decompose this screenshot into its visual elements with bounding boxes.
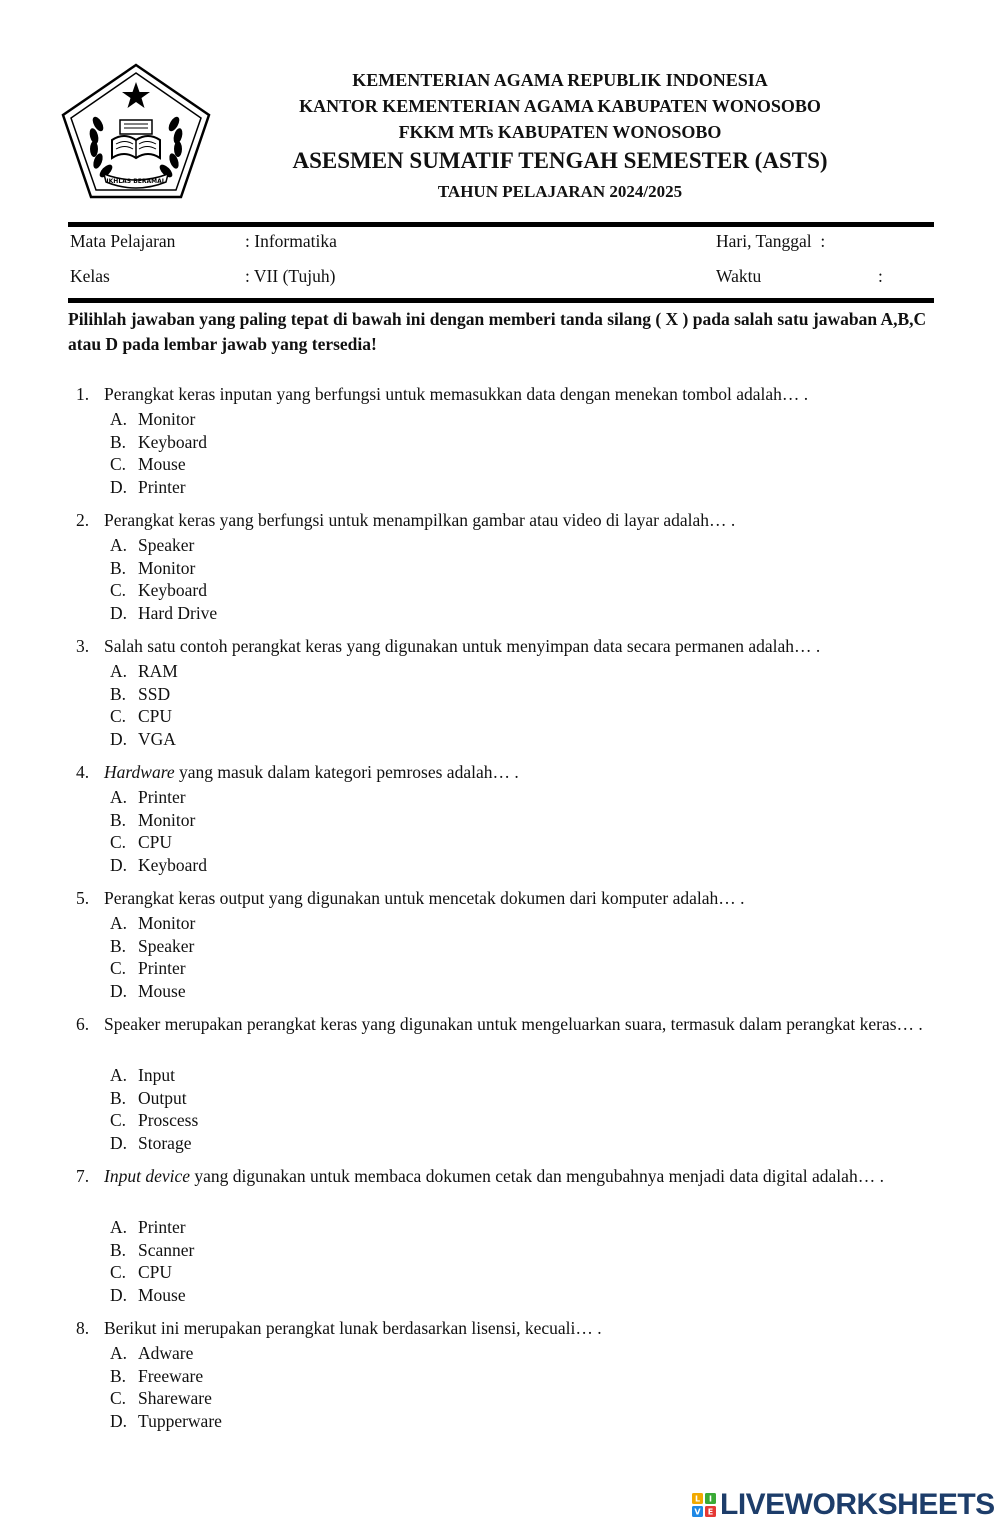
question-text: Speaker merupakan perangkat keras yang digunakan untuk mengeluarkan suara, termasuk dalam perangkat keras… .: [104, 1014, 923, 1034]
subject-value: : Informatika: [245, 231, 337, 251]
class-label: Kelas: [70, 266, 110, 286]
header-forum: FKKM MTs KABUPATEN WONOSOBO: [398, 122, 722, 142]
question-number: 8.: [76, 1318, 90, 1338]
header-ministry: KEMENTERIAN AGAMA REPUBLIK INDONESIA: [352, 70, 768, 90]
watermark-text: LIVEWORKSHEETS: [720, 1488, 995, 1521]
question-text: Perangkat keras inputan yang berfungsi untuk memasukkan data dengan menekan tombol adalah… .: [104, 384, 809, 404]
header-divider-top: [68, 222, 934, 227]
header-exam-title: ASESMEN SUMATIF TENGAH SEMESTER (ASTS): [292, 148, 828, 173]
date-label: Hari, Tanggal :: [716, 231, 826, 251]
logo-motto: IKHLAS BERAMAL: [106, 178, 166, 185]
question-number: 1.: [76, 384, 90, 404]
ministry-logo-icon: [60, 62, 212, 200]
question-number: 3.: [76, 636, 90, 656]
question-text: Hardware yang masuk dalam kategori pemroses adalah… .: [104, 762, 519, 782]
svg-text:E: E: [707, 1507, 714, 1517]
header-divider-bottom: [68, 298, 934, 303]
svg-text:L: L: [694, 1494, 701, 1504]
question-number: 6.: [76, 1014, 90, 1034]
instructions: Pilihlah jawaban yang paling tepat di bawah ini dengan memberi tanda silang ( X ) pada salah satu jawaban A,B,C atau D pada lembar jawab yang tersedia!: [68, 309, 927, 354]
svg-text:V: V: [694, 1507, 701, 1517]
liveworksheets-logo-icon: [692, 1493, 716, 1517]
subject-label: Mata Pelajaran: [70, 231, 176, 251]
question-text: Perangkat keras yang berfungsi untuk menampilkan gambar atau video di layar adalah… .: [104, 510, 736, 530]
question-text: Perangkat keras output yang digunakan untuk mencetak dokumen dari komputer adalah… .: [104, 888, 745, 908]
question-text-italic: Hardware: [104, 762, 175, 782]
worksheet-page: IKHLAS BERAMAL KEMENTERIAN AGAMA REPUBLIK INDONESIA KANTOR KEMENTERIAN AGAMA KABUPATEN WONOSOBO FKKM MTs KABUPATEN WONOSOBO ASESMEN SUMATIF TENGAH SEMESTER (ASTS) TAHUN PELAJARAN 2024/2025 Mata Pelajaran : Informatika Hari, Tanggal : Kelas : VII (Tujuh) Waktu : Pilihlah jawaban yang paling tepat di bawah ini dengan memberi tanda silang ( X ) pada salah satu jawaban A,B,C atau D pada lembar jawab yang tersedia! 1. Perangkat keras inputan yang berfungsi untuk memasukkan data dengan menekan tombol adalah… . A. Monitor B. Keyboard C. Mouse D. Printer 2. Perangkat keras yang berfungsi untuk menampilkan gambar atau video di layar adalah… . A. Speaker B. Monitor C. Keyboard D. Hard Drive 3. Salah satu contoh perangkat keras yang digunakan untuk menyimpan data secara permanen adalah… . A. RAM B. SSD C. CPU D. VGA 4. Hardware yang masuk dalam kategori pemroses adalah… . A. Printer B. Monitor C. CPU D. Keyboard 5. Perangkat keras output yang digunakan untuk mencetak dokumen dari komputer adalah… . A. Monitor B. Speaker C. Printer D. Mouse 6. Speaker merupakan perangkat keras yang digunakan untuk mengeluarkan suara, termasuk dalam perangkat keras… . A. Input B. Output C. Proscess D. Storage 7. Input device yang digunakan untuk membaca dokumen cetak dan mengubahnya menjadi data digital adalah… . A. Printer B. Scanner C. CPU D. Mouse 8. Berikut ini merupakan perangkat lunak berdasarkan lisensi, kecuali… . A. Adware B. Freeware C. Shareware D. Tupperware L I V E LIVEWORKSHEETS: [0, 0, 1000, 1528]
question-number: 5.: [76, 888, 90, 908]
header-office: KANTOR KEMENTERIAN AGAMA KABUPATEN WONOSOBO: [299, 96, 821, 116]
header-school-year: TAHUN PELAJARAN 2024/2025: [437, 182, 683, 201]
question-number: 2.: [76, 510, 90, 530]
question-number: 7.: [76, 1166, 90, 1186]
question-text: Salah satu contoh perangkat keras yang digunakan untuk menyimpan data secara permanen adalah… .: [104, 636, 821, 656]
time-label: Waktu: [716, 266, 762, 286]
time-colon: :: [878, 266, 883, 286]
question-text: Berikut ini merupakan perangkat lunak berdasarkan lisensi, kecuali… .: [104, 1318, 602, 1338]
question-text: Input device yang digunakan untuk membaca dokumen cetak dan mengubahnya menjadi data digital adalah… .: [104, 1166, 884, 1186]
question-number: 4.: [76, 762, 90, 782]
question-text-italic: Input device: [104, 1166, 190, 1186]
liveworksheets-watermark[interactable]: [692, 1487, 995, 1523]
class-value: : VII (Tujuh): [245, 266, 336, 286]
svg-text:I: I: [709, 1494, 712, 1504]
